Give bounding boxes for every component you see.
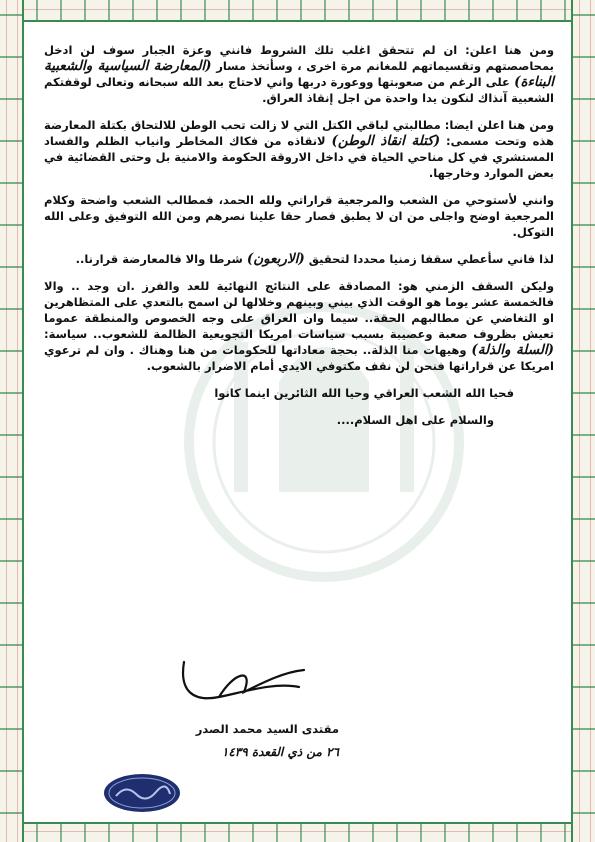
paragraph bbox=[44, 42, 554, 106]
paragraph-text: وهيهات منا الذلة.. بحجة معاداتها للحكومات من هنا وهناك . وان لم ترعوي امريكا عن قراراتها فنحن لن نقف مكتوفي الايدي أمام الاضرار بالشعوب. bbox=[44, 343, 554, 373]
paragraph-text: شرطا والا فالمعارضة قرارنا.. bbox=[75, 252, 247, 266]
letter-paper bbox=[24, 22, 571, 822]
paragraph-text: لذا فاني سأعطي سقفا زمنيا محددا لتحقيق bbox=[304, 252, 554, 266]
paragraph-text: وليكن السقف الزمني هو: المصادقة على النتائج النهائية للعد والفرز .ان وجد .. والا فالخمسة عشر يوما هو الوقت الذي بيني وبينهم وخلالها لن اسمح بالتعدي على المتظاهرين او التغاضي عن مطالبهم الحقة.. سيما وان العراق على وجه الخصوص والمنطقة عموما تعيش بظروف صعبة وعصيبة بسبب سياسات امريكا التجويعية الظالمة للشعوب.. سياسة: bbox=[44, 279, 554, 341]
official-seal-stamp bbox=[102, 772, 182, 814]
paragraph-text: وانني لأستوحي من الشعب والمرجعية قراراتي ولله الحمد، فمطالب الشعب واضحة وكلام المرجعية اوضح واجلى من ان لا يطبق فصار حقا علينا نصرهم ومن الله التوفيق وعلى الله التوكل. bbox=[44, 193, 554, 239]
paragraph bbox=[44, 278, 554, 374]
highlighted-phrase: (المعارضة السياسية والشعبية البناءة) bbox=[44, 58, 554, 90]
paragraph-text: ومن هنا اعلن ايضا: مطالبتي لباقي الكتل التي لا زالت تحب الوطن للالتحاق بكتلة المعارضة هذه وتحت مسمى: bbox=[44, 118, 554, 148]
paragraph bbox=[44, 385, 554, 401]
paragraph bbox=[44, 117, 554, 181]
paragraph bbox=[44, 412, 554, 428]
closing-line: فحيا الله الشعب العراقي وحيا الله الثائرين اينما كانوا bbox=[214, 386, 514, 400]
highlighted-phrase: (الاربعون) bbox=[246, 251, 305, 267]
paragraph bbox=[44, 251, 554, 267]
date-line: ٢٦ من ذي القعدة ١٤٣٩ bbox=[221, 745, 339, 759]
signature-block bbox=[84, 652, 344, 762]
decorative-border-top bbox=[0, 0, 595, 22]
paragraph-text: لانقاذه من فكاك المخاطر وانياب الظلم والفساد المستشري في كل مناحي الحياة في داخل الاروقة الحكومة والامنية بل وحتى القضائية في بعض الموارد وخارجها. bbox=[44, 134, 554, 180]
paragraph bbox=[44, 192, 554, 240]
highlighted-phrase: (كتلة انقاذ الوطن) bbox=[331, 133, 441, 149]
signer-name: مقتدى السيد محمد الصدر bbox=[195, 722, 339, 736]
handwritten-signature bbox=[124, 652, 314, 712]
salutation: والسلام على اهل السلام.... bbox=[336, 413, 494, 427]
paragraph-text: ومن هنا اعلن: ان لم تتحقق اغلب تلك الشروط فانني وعزة الجبار سوف لن ادخل بمحاصصتهم وتقسيماتهم للمغانم مرة اخرى ، وسأتخذ مسار bbox=[44, 43, 554, 73]
highlighted-phrase: (السلة والذلة) bbox=[471, 342, 554, 358]
decorative-border-bottom bbox=[0, 822, 595, 842]
decorative-border-right bbox=[571, 0, 595, 842]
paragraph-text: على الرغم من صعوبتها ووعورة دربها واني لاحتاج بعد الله سبحانه وتعالى لوقفتكم الشعبية آنذاك لنكون يدا واحدة من اجل إنقاذ العراق. bbox=[44, 75, 554, 105]
letter-body bbox=[44, 42, 554, 439]
decorative-border-left bbox=[0, 0, 24, 842]
